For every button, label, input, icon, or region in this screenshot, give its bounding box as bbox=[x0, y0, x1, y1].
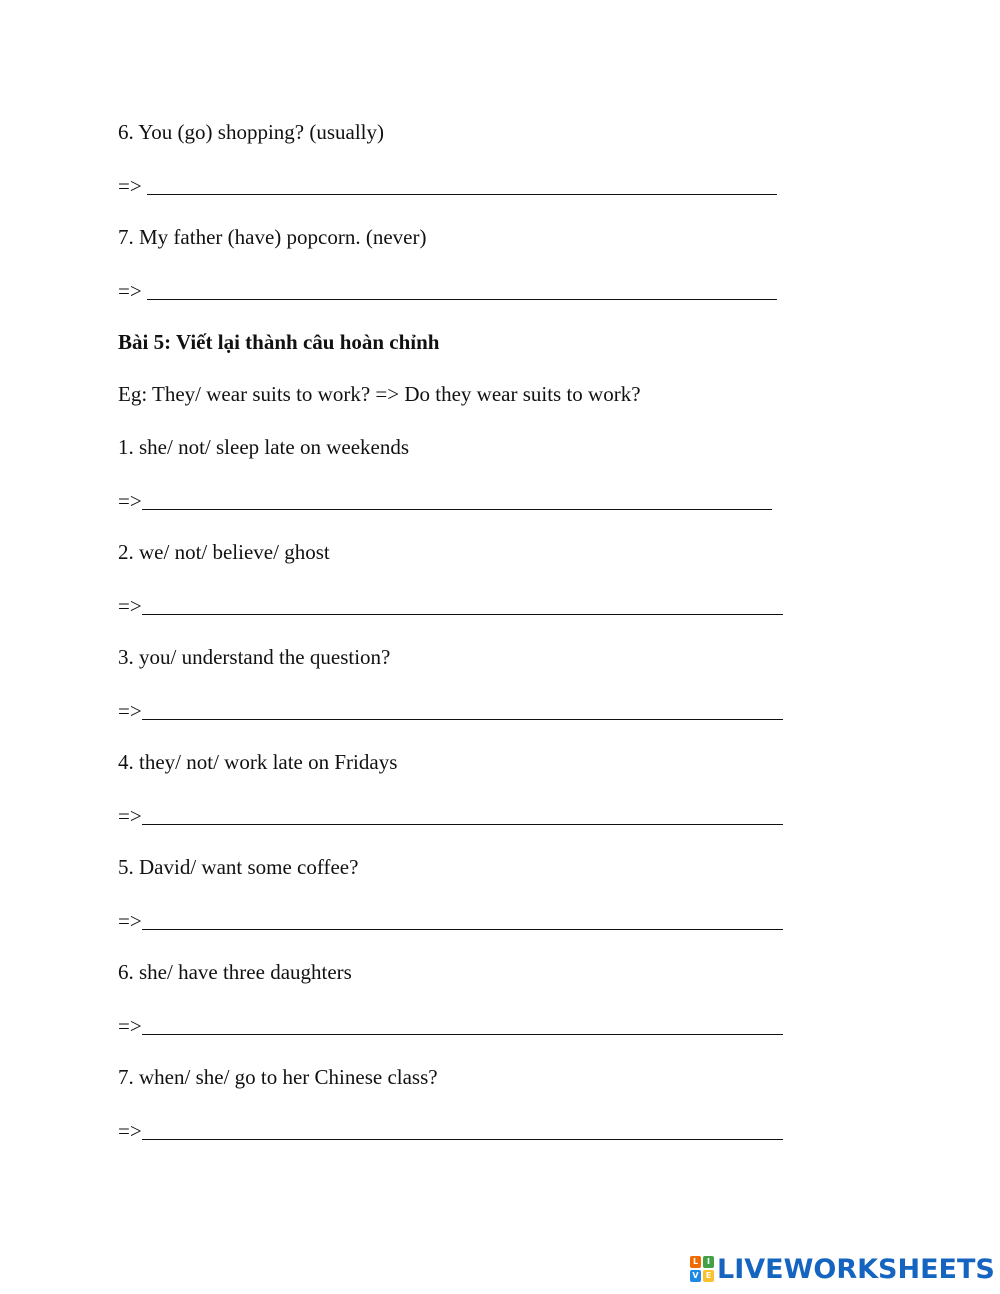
liveworksheets-icon bbox=[690, 1256, 714, 1282]
answer-blank[interactable] bbox=[142, 1016, 783, 1035]
ex5-item-6-prompt: 6. she/ have three daughters bbox=[118, 960, 352, 984]
answer-arrow: => bbox=[118, 1014, 142, 1038]
answer-blank[interactable] bbox=[147, 176, 777, 195]
ex5-item-6-answer-row bbox=[118, 1012, 783, 1040]
answer-blank[interactable] bbox=[142, 911, 783, 930]
ex5-item-2-prompt: 2. we/ not/ believe/ ghost bbox=[118, 540, 330, 564]
logo-text: LIVEWORKSHEETS bbox=[717, 1253, 995, 1285]
answer-arrow: => bbox=[118, 279, 147, 303]
answer-blank[interactable] bbox=[142, 806, 783, 825]
ex5-item-3-answer-input[interactable] bbox=[142, 708, 783, 726]
ex5-item-4-answer-input[interactable] bbox=[142, 813, 783, 831]
ex5-item-3-answer-row bbox=[118, 697, 783, 725]
ex5-item-4-prompt: 4. they/ not/ work late on Fridays bbox=[118, 750, 398, 774]
answer-blank[interactable] bbox=[147, 281, 777, 300]
ex5-item-5-answer-input[interactable] bbox=[142, 918, 783, 936]
answer-blank[interactable] bbox=[142, 491, 772, 510]
ex5-item-1-answer-input[interactable] bbox=[142, 498, 772, 516]
answer-arrow: => bbox=[118, 594, 142, 618]
ex5-item-3-prompt: 3. you/ understand the question? bbox=[118, 645, 391, 669]
ex5-item-5-prompt: 5. David/ want some coffee? bbox=[118, 855, 359, 879]
ex5-item-7-answer-input[interactable] bbox=[142, 1128, 783, 1146]
answer-arrow: => bbox=[118, 909, 142, 933]
answer-arrow: => bbox=[118, 1119, 142, 1143]
ex4-item-6-answer-input[interactable] bbox=[147, 183, 777, 201]
ex4-item-7-answer-row bbox=[118, 277, 777, 305]
ex5-item-7-prompt: 7. when/ she/ go to her Chinese class? bbox=[118, 1065, 438, 1089]
logo-icon-tile: L bbox=[690, 1256, 701, 1268]
logo-icon-tile: E bbox=[703, 1270, 714, 1282]
answer-blank[interactable] bbox=[142, 596, 783, 615]
answer-arrow: => bbox=[118, 804, 142, 828]
answer-arrow: => bbox=[118, 489, 142, 513]
ex5-item-6-answer-input[interactable] bbox=[142, 1023, 783, 1041]
ex4-item-7-answer-input[interactable] bbox=[147, 288, 777, 306]
logo-icon-tile: I bbox=[703, 1256, 714, 1268]
answer-blank[interactable] bbox=[142, 1121, 783, 1140]
ex5-item-2-answer-row bbox=[118, 592, 783, 620]
ex5-item-1-answer-row bbox=[118, 487, 772, 515]
answer-arrow: => bbox=[118, 174, 147, 198]
ex5-item-4-answer-row bbox=[118, 802, 783, 830]
ex5-item-5-answer-row bbox=[118, 907, 783, 935]
exercise-heading: Bài 5: Viết lại thành câu hoàn chỉnh bbox=[118, 330, 440, 354]
ex5-item-2-answer-input[interactable] bbox=[142, 603, 783, 621]
answer-arrow: => bbox=[118, 699, 142, 723]
example-sentence: Eg: They/ wear suits to work? => Do they wear suits to work? bbox=[118, 382, 641, 406]
ex5-item-1-prompt: 1. she/ not/ sleep late on weekends bbox=[118, 435, 410, 459]
ex4-item-6-prompt: 6. You (go) shopping? (usually) bbox=[118, 120, 384, 144]
ex4-item-7-prompt: 7. My father (have) popcorn. (never) bbox=[118, 225, 427, 249]
ex5-item-7-answer-row bbox=[118, 1117, 783, 1145]
ex4-item-6-answer-row bbox=[118, 172, 777, 200]
liveworksheets-logo bbox=[690, 1252, 995, 1286]
logo-icon-tile: V bbox=[690, 1270, 701, 1282]
answer-blank[interactable] bbox=[142, 701, 783, 720]
